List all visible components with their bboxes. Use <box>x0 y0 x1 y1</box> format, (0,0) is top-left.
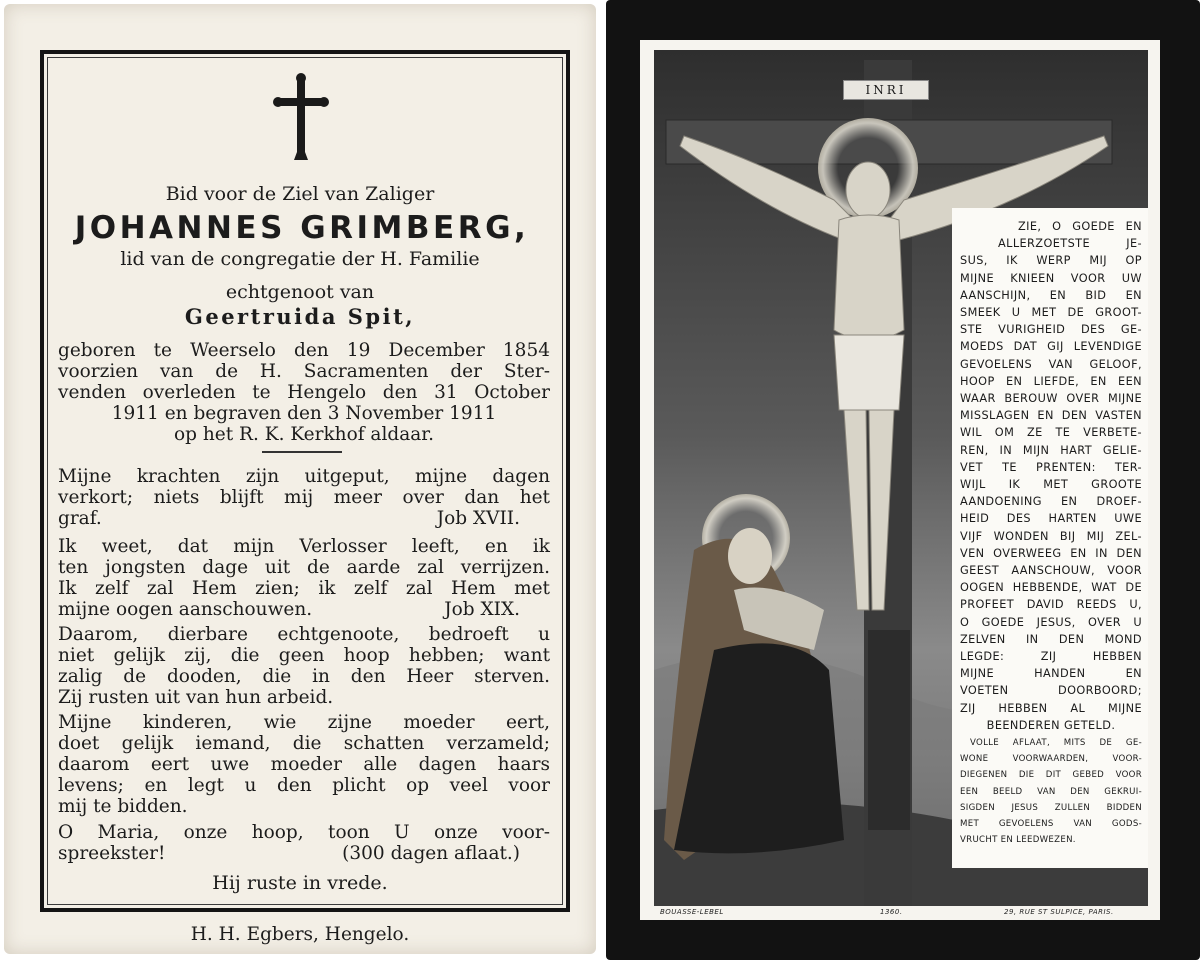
verse-reference: Job XIX. <box>444 599 520 620</box>
prayer-line: SMEEK U MET DE GROOT- <box>960 306 1142 320</box>
deceased-name: JOHANNES GRIMBERG, <box>74 210 530 246</box>
prayer-line: HEID DES HARTEN UWE <box>960 512 1142 526</box>
verse-line <box>58 508 550 529</box>
verse-line: Mijne krachten zijn uitgeput, mijne dagen <box>58 466 550 487</box>
closing-text: Hij ruste in vrede. <box>212 872 388 894</box>
prayer-line: LEGDE: ZIJ HEBBEN <box>960 650 1142 664</box>
indulgence-line: MET GEVOELENS VAN GODS- <box>960 819 1142 830</box>
prayer-line: VEN OVERWEEG EN IN DEN <box>960 546 1142 560</box>
prayer-line: STE VURIGHEID DES GE- <box>960 323 1142 337</box>
prayer-line: VOETEN DOORBOORD; <box>960 684 1142 698</box>
verse-maria-prayer <box>58 822 550 864</box>
indulgence-line: EEN BEELD VAN DEN GEKRUI- <box>960 786 1142 797</box>
verse-line <box>58 599 550 620</box>
inri-plaque: INRI <box>843 80 929 100</box>
indulgence-line: WONE VOORWAARDEN, VOOR- <box>960 754 1142 765</box>
indulgence-line: VOLLE AFLAAT, MITS DE GE- <box>970 738 1142 748</box>
printer-credit: H. H. Egbers, Hengelo. <box>190 924 410 945</box>
verse-job-19 <box>58 536 550 620</box>
verse-line: ten jongsten dage uit de aarde zal verrijzen. <box>58 557 550 578</box>
verse-reference: Job XVII. <box>436 508 520 529</box>
verse-line: zalig de dooden, die in den Heer sterven. <box>58 666 550 687</box>
prayer-line: HOOP EN LIEFDE, EN EEN <box>960 374 1142 388</box>
prayer-line: MOEDS DAT GIJ LEVENDIGE <box>960 340 1142 354</box>
verse-line: daarom eert uwe moeder alle dagen haars <box>58 754 550 775</box>
verse-job-17 <box>58 466 550 529</box>
prayer-line: ZELVEN IN DEN MOND <box>960 632 1142 646</box>
prayer-line: WAAR BEROUW OVER MIJNE <box>960 392 1142 406</box>
bio-line: voorzien van de H. Sacramenten der Ster- <box>58 361 550 382</box>
prayer-line: ZIJ HEBBEN AL MIJNE <box>960 701 1142 715</box>
membership-text: lid van de congregatie der H. Familie <box>120 248 480 270</box>
prayer-line: WIL OM ZE TE VERBETE- <box>960 426 1142 440</box>
prayer-line: REN, IN MIJN HART GELIE- <box>960 443 1142 457</box>
bio-line: 1911 en begraven den 3 November 1911 <box>111 403 497 424</box>
prayer-line: PROFEET DAVID REEDS U, <box>960 598 1142 612</box>
intro-text: Bid voor de Ziel van Zaliger <box>165 183 435 205</box>
bio-line: geboren te Weerselo den 19 December 1854 <box>58 340 550 361</box>
verse-line: Ik weet, dat mijn Verlosser leeft, en ik <box>58 536 550 557</box>
indulgence-note <box>960 735 1142 848</box>
biography-block <box>58 340 550 445</box>
prayer-text <box>960 218 1142 734</box>
prayer-line: BEENDEREN GETELD. <box>986 718 1116 732</box>
indulgence-line: VRUCHT EN LEEDWEZEN. <box>960 835 1076 846</box>
prayer-line: MISSLAGEN EN DEN VASTEN <box>960 409 1142 423</box>
prayer-line: VIJF WONDEN BIJ MIJ ZEL- <box>960 529 1142 543</box>
verse-line: levens; en legt u den plicht op veel voor <box>58 775 550 796</box>
verse-line: Ik zelf zal Hem zien; ik zelf zal Hem met <box>58 578 550 599</box>
prayer-line: O GOEDE JESUS, OVER U <box>960 615 1142 629</box>
prayer-line: SUS, IK WERP MIJ OP <box>960 254 1142 268</box>
spouse-name: Geertruida Spit, <box>184 304 416 329</box>
prayer-line: OOGEN HEBBENDE, WAT DE <box>960 581 1142 595</box>
prayer-line: GEEST AANSCHOUW, VOOR <box>960 564 1142 578</box>
prayer-line: VET TE PRENTEN: TER- <box>960 460 1142 474</box>
prayer-line: ALLERZOETSTE JE- <box>998 237 1142 251</box>
verse-line: Zij rusten uit van hun arbeid. <box>58 687 334 708</box>
verse-line: doet gelijk iemand, die schatten verzameld; <box>58 733 550 754</box>
verse-line: mij te bidden. <box>58 796 188 817</box>
verse-line: Mijne kinderen, wie zijne moeder eert, <box>58 712 550 733</box>
verse-consolation <box>58 624 550 708</box>
prayer-line: GEVOELENS VAN GELOOF, <box>960 357 1142 371</box>
publisher-address: 29, RUE ST SULPICE, PARIS. <box>1004 908 1114 916</box>
cross-icon <box>272 72 330 164</box>
bio-line: venden overleden te Hengelo den 31 October <box>58 382 550 403</box>
prayer-line: MIJNE KNIEEN VOOR UW <box>960 271 1142 285</box>
verse-line: O Maria, onze hoop, toon U onze voor- <box>58 822 550 843</box>
verse-text: graf. <box>58 508 102 529</box>
publisher-name: BOUASSE-LEBEL <box>660 908 724 916</box>
prayer-line: AANSCHIJN, EN BID EN <box>960 288 1142 302</box>
verse-children <box>58 712 550 817</box>
prayer-line: AANDOENING EN DROEF- <box>960 495 1142 509</box>
verse-reference: (300 dagen aflaat.) <box>342 843 520 864</box>
prayer-line: MIJNE HANDEN EN <box>960 667 1142 681</box>
verse-text: mijne oogen aanschouwen. <box>58 599 313 620</box>
indulgence-line: SIGDEN JESUS ZULLEN BIDDEN <box>960 802 1142 813</box>
prayer-line: WIJL IK MET GROOTE <box>960 478 1142 492</box>
prayer-line: ZIE, O GOEDE EN <box>1018 220 1142 233</box>
bio-line: op het R. K. Kerkhof aldaar. <box>174 424 434 445</box>
plate-number: 1360. <box>880 908 903 916</box>
verse-line: verkort; niets blijft mij meer over dan het <box>58 487 550 508</box>
spouse-intro-text: echtgenoot van <box>225 281 375 303</box>
indulgence-line: DIEGENEN DIE DIT GEBED VOOR <box>960 770 1142 781</box>
verse-text: spreekster! <box>58 843 166 864</box>
verse-line <box>58 843 550 864</box>
verse-line: Daarom, dierbare echtgenoote, bedroeft u <box>58 624 550 645</box>
verse-line: niet gelijk zij, die geen hoop hebben; want <box>58 645 550 666</box>
divider <box>262 451 342 453</box>
